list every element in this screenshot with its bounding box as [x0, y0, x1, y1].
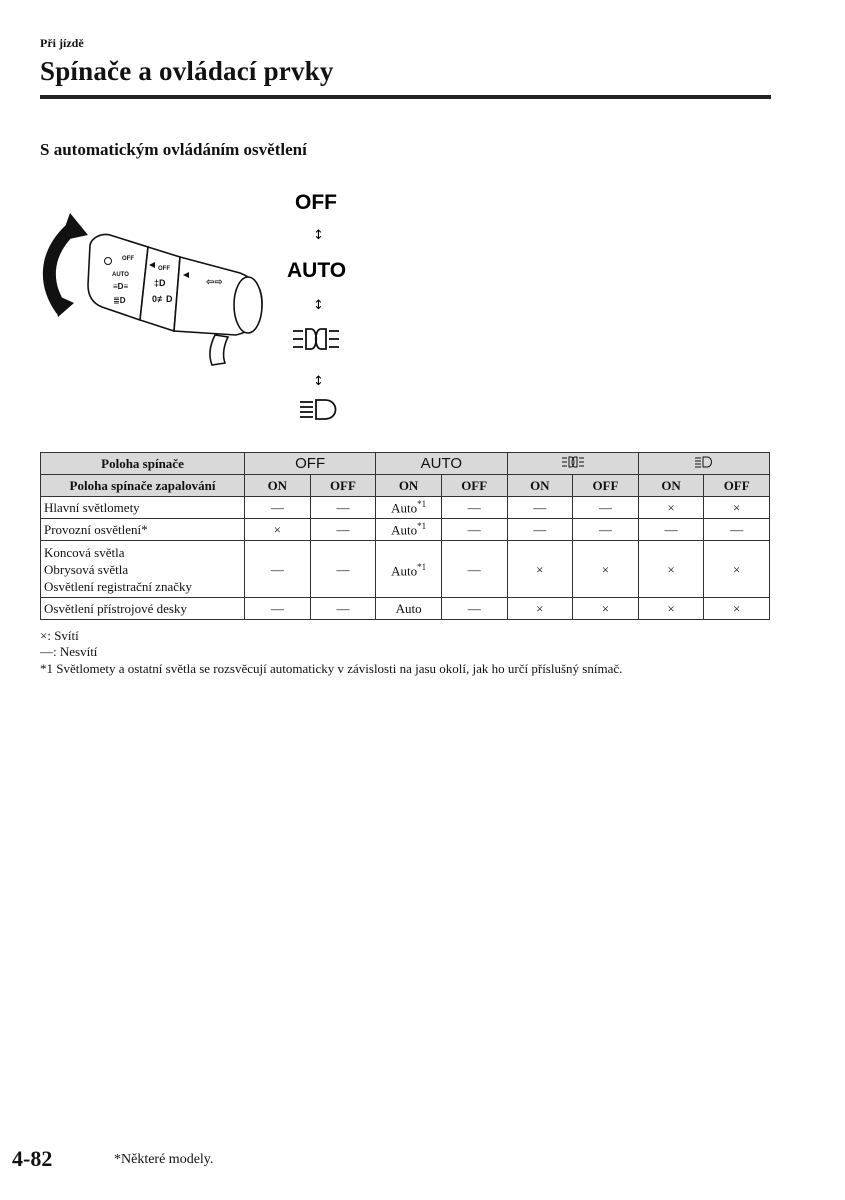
section-subtitle: S automatickým ovládáním osvětlení: [40, 140, 307, 159]
svg-text:⇦⇨: ⇦⇨: [206, 277, 223, 288]
svg-text:‡D: ‡D: [154, 278, 166, 288]
header-ignition-cell: ON: [376, 475, 442, 497]
arrow-updown-icon: ↕: [313, 298, 324, 313]
header-ignition-position: Poloha spínače zapalování: [41, 475, 245, 497]
svg-text:≣D: ≣D: [113, 296, 126, 305]
table-cell: [376, 541, 442, 598]
header-position-off: OFF: [245, 453, 376, 475]
table-cell: —: [507, 519, 573, 541]
row-label-line: Koncová světla: [44, 544, 125, 560]
table-cell: —: [245, 497, 311, 519]
table-cell: ×: [638, 497, 704, 519]
table-cell: [376, 497, 442, 519]
header-position-headlight: [638, 453, 769, 475]
row-label: Hlavní světlomety: [41, 497, 245, 519]
footnote-ref: *1: [417, 520, 427, 531]
table-cell: ×: [245, 519, 311, 541]
table-cell: —: [310, 497, 376, 519]
row-label-line: Obrysová světla: [44, 561, 129, 577]
models-footnote: *Některé modely.: [114, 1152, 214, 1167]
arrow-updown-icon: ↕: [313, 228, 324, 243]
table-cell: [376, 519, 442, 541]
table-cell: ×: [573, 598, 639, 620]
legend-note: *1 Světlomety a ostatní světla se rozsvěcují automaticky v závislosti na jasu okolí, jak ho určí příslušný snímač.: [40, 661, 623, 676]
table-cell: —: [441, 497, 507, 519]
table-cell: —: [704, 519, 770, 541]
header-position-parking: [507, 453, 638, 475]
table-cell: ×: [704, 497, 770, 519]
table-cell: —: [573, 497, 639, 519]
table-cell: Auto: [376, 598, 442, 620]
table-cell: —: [441, 519, 507, 541]
table-cell: —: [245, 541, 311, 598]
header-ignition-cell: OFF: [441, 475, 507, 497]
parking-lights-icon: [293, 329, 339, 349]
stalk-off2-label: OFF: [158, 266, 170, 272]
table-cell: —: [245, 598, 311, 620]
table-cell: —: [310, 541, 376, 598]
header-switch-position: Poloha spínače: [41, 453, 245, 475]
cell-value: Auto: [391, 522, 418, 538]
headlight-icon: [300, 400, 336, 419]
table-cell: ×: [704, 598, 770, 620]
table-cell: —: [310, 519, 376, 541]
cell-value: Auto: [391, 563, 418, 579]
footnote-ref: *1: [417, 561, 427, 572]
rotation-arrow-icon: [49, 213, 88, 317]
breadcrumb: Při jízdě: [40, 36, 84, 50]
header-ignition-cell: OFF: [573, 475, 639, 497]
stalk-off-label: OFF: [122, 256, 134, 262]
table-cell: —: [441, 541, 507, 598]
svg-text:≡D≡: ≡D≡: [113, 282, 129, 291]
header-ignition-cell: OFF: [704, 475, 770, 497]
row-label-line: Osvětlení registrační značky: [44, 578, 192, 594]
table-cell: ×: [573, 541, 639, 598]
switch-position-table: [40, 452, 770, 620]
header-ignition-cell: OFF: [310, 475, 376, 497]
page-number: 4-82: [12, 1146, 53, 1171]
arrow-updown-icon: ↕: [313, 374, 324, 389]
stalk-auto-label: AUTO: [112, 272, 129, 278]
table-row: [41, 598, 770, 620]
position-off-label: OFF: [295, 191, 337, 214]
table-cell: —: [310, 598, 376, 620]
table-cell: ×: [507, 541, 573, 598]
table-row: [41, 497, 770, 519]
table-header-positions: [41, 453, 770, 475]
cell-value: Auto: [391, 500, 418, 516]
header-ignition-cell: ON: [638, 475, 704, 497]
table-cell: —: [638, 519, 704, 541]
table-header-ignition: [41, 475, 770, 497]
page-title: Spínače a ovládací prvky: [40, 56, 334, 86]
legend-off: —: Nesvítí: [40, 644, 98, 659]
row-label: Provozní osvětlení*: [41, 519, 245, 541]
header-ignition-cell: ON: [245, 475, 311, 497]
table-cell: ×: [704, 541, 770, 598]
row-label: [41, 541, 245, 598]
table-cell: —: [573, 519, 639, 541]
table-cell: —: [441, 598, 507, 620]
title-rule: [40, 95, 771, 99]
table-cell: ×: [638, 598, 704, 620]
legend-on: ×: Svítí: [40, 628, 79, 643]
parking-lights-icon: [562, 456, 584, 468]
table-cell: ×: [507, 598, 573, 620]
light-switch-diagram: [30, 185, 390, 440]
headlight-icon: [695, 456, 713, 468]
row-label: Osvětlení přístrojové desky: [41, 598, 245, 620]
header-ignition-cell: ON: [507, 475, 573, 497]
table-row: [41, 519, 770, 541]
header-position-auto: AUTO: [376, 453, 507, 475]
svg-text:0≢D: 0≢D: [152, 294, 173, 304]
table-row: [41, 541, 770, 598]
table-cell: ×: [638, 541, 704, 598]
position-auto-label: AUTO: [287, 259, 347, 282]
footnote-ref: *1: [417, 498, 427, 509]
table-cell: —: [507, 497, 573, 519]
